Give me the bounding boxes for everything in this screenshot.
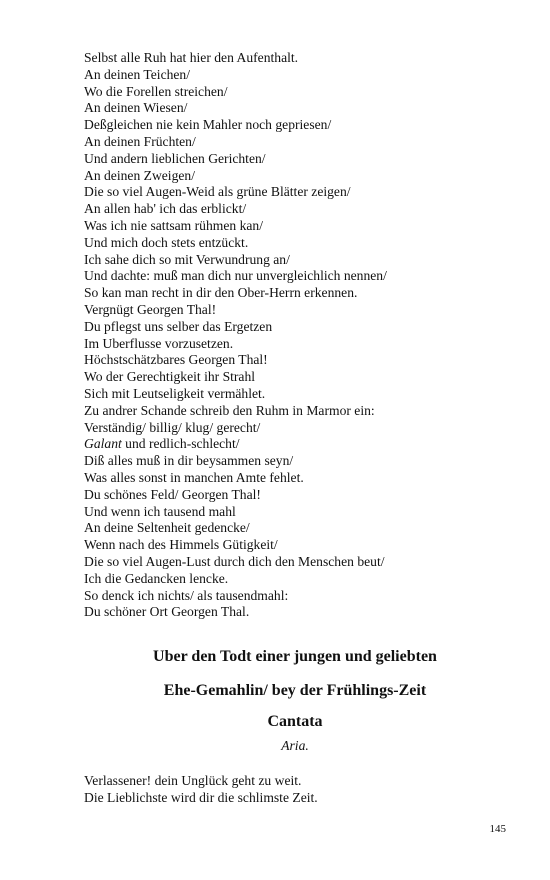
poem-line: Selbst alle Ruh hat hier den Aufenthalt.: [84, 50, 299, 65]
poem-line: Deßgleichen nie kein Mahler noch gepriesen/: [84, 117, 332, 133]
poem-line: An deinen Teichen/: [84, 66, 191, 82]
poem-line: Du schönes Feld/ Georgen Thal!: [84, 486, 261, 502]
poem-line: Was alles sonst in manchen Amte fehlet.: [84, 469, 304, 485]
poem-block: [84, 50, 524, 621]
section-subtitle-aria: Aria.: [281, 738, 309, 753]
poem-line: So denck ich nichts/ als tausendmahl:: [84, 587, 289, 603]
poem-line: Und andern lieblichen Gerichten/: [84, 150, 266, 166]
aria-line: Die Lieblichste wird dir die schlimste Zeit.: [84, 789, 318, 805]
poem-line: Wenn nach des Himmels Gütigkeit/: [84, 537, 278, 553]
poem-line: Was ich nie sattsam rühmen kan/: [84, 217, 263, 233]
page-number: 145: [489, 823, 506, 835]
poem-line: An deinen Früchten/: [84, 133, 196, 149]
poem-line: Wo die Forellen streichen/: [84, 83, 228, 99]
poem-line: Höchstschätzbares Georgen Thal!: [84, 352, 268, 368]
aria-line: Verlassener! dein Unglück geht zu weit.: [84, 773, 302, 788]
poem-line: Du pflegst uns selber das Ergetzen: [84, 318, 273, 334]
poem-line: Und wenn ich tausend mahl: [84, 503, 236, 519]
poem-line: Die so viel Augen-Lust durch dich den Menschen beut/: [84, 553, 385, 569]
poem-line: Wo der Gerechtigkeit ihr Strahl: [84, 369, 256, 385]
poem-line: So kan man recht in dir den Ober-Herrn erkennen.: [84, 285, 358, 301]
poem-line: Diß alles muß in dir beysammen seyn/: [84, 453, 294, 469]
poem-line: Und mich doch stets entzückt.: [84, 234, 249, 250]
poem-line: An allen hab' ich das erblickt/: [84, 201, 247, 217]
poem-line: Vergnügt Georgen Thal!: [84, 301, 217, 317]
poem-line: Und dachte: muß man dich nur unvergleichlich nennen/: [84, 268, 387, 284]
aria-block: [84, 773, 524, 807]
poem-line: Die so viel Augen-Weid als grüne Blätter zeigen/: [84, 184, 351, 200]
poem-line: Verständig/ billig/ klug/ gerecht/: [84, 419, 261, 435]
poem-line: An deine Seltenheit gedencke/: [84, 520, 250, 536]
poem-line: Sich mit Leutseligkeit vermählet.: [84, 385, 266, 401]
poem-line: Ich die Gedancken lencke.: [84, 570, 229, 586]
poem-line: An deinen Wiesen/: [84, 100, 188, 116]
poem-line: Zu andrer Schande schreib den Ruhm in Marmor ein:: [84, 402, 375, 418]
poem-line: An deinen Zweigen/: [84, 167, 195, 183]
section-heading-cantata: Cantata: [267, 713, 323, 730]
galant-italic-word: Galant: [84, 436, 122, 452]
poem-line-galant: [84, 436, 524, 453]
poem-line: Ich sahe dich so mit Verwundrung an/: [84, 251, 290, 267]
poem-line: Im Uberflusse vorzusetzen.: [84, 335, 234, 351]
section-heading-line-1: Uber den Todt einer jungen und geliebten: [153, 648, 437, 665]
poem-line: Du schöner Ort Georgen Thal.: [84, 604, 250, 620]
section-heading-line-2: Ehe-Gemahlin/ bey der Frühlings-Zeit: [163, 682, 427, 699]
galant-line-rest: und redlich-schlecht/: [121, 436, 240, 452]
